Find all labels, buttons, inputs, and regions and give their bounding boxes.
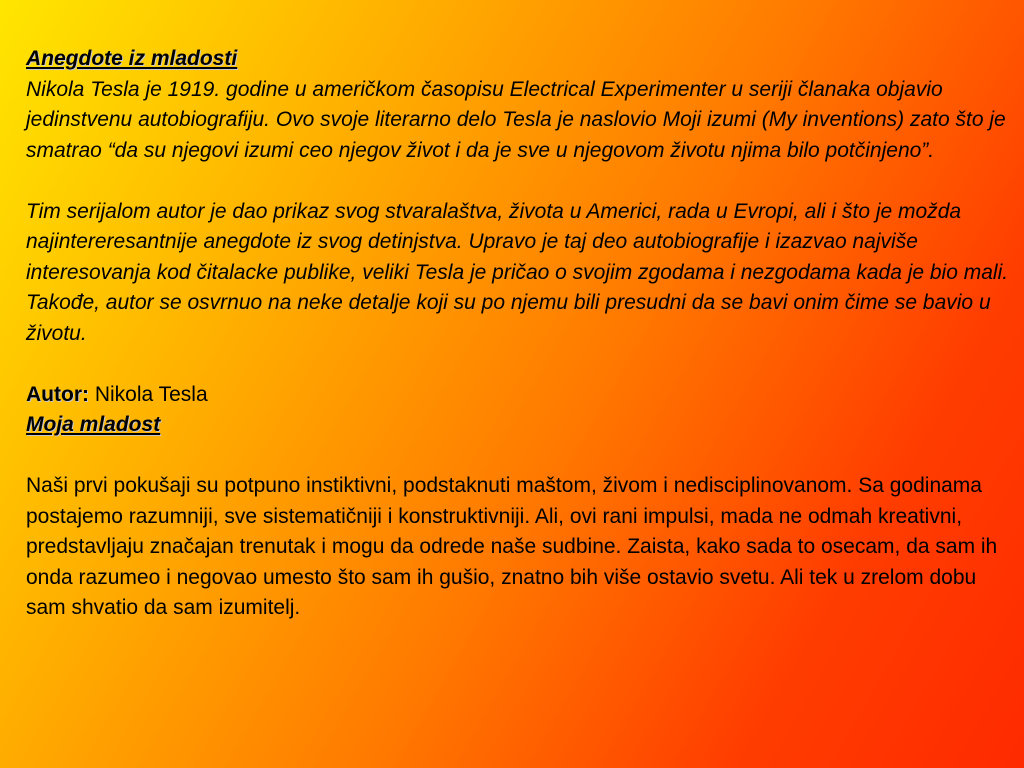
section-title-moja-mladost: Moja mladost — [26, 413, 161, 436]
paragraph-spacer — [26, 166, 1016, 197]
section-title-anegdote: Anegdote iz mladosti — [26, 47, 238, 70]
paragraph-spacer — [26, 349, 1016, 380]
paragraph-spacer — [26, 441, 1016, 472]
author-line — [26, 380, 1016, 411]
excerpt-paragraph: Naši prvi pokušaji su potpuno instiktivni, podstaknuti maštom, živom i nedisciplinovanom. Sa godinama postajemo razumniji, sve sistematičniji i konstruktivniji. Ali, ovi rani impulsi, mada ne odmah kreativni, predstavljaju značajan trenutak i mogu da odrede naše sudbine. Zaista, kako sada to osecam, da sam ih onda razumeo i negovao umesto što sam ih gušio, znatno bih više ostavio svetu. Ali tek u zrelom dobu sam shvatio da sam izumitelj. — [26, 474, 998, 619]
slide-content — [26, 44, 1016, 624]
author-label: Autor: — [26, 382, 89, 406]
series-paragraph: Tim serijalom autor je dao prikaz svog stvaralaštva, života u Americi, rada u Evropi, ali i što je možda najintereresantnije anegdote iz svog detinjstva. Upravo je taj deo autobiografije i izazvao najviše interesovanja kod čitalacke publike, veliki Tesla je pričao o svojim zgodama i nezgodama kada je bio mali. Takođe, autor se osvrnuo na neke detalje koji su po njemu bili presudni da se bavi onim čime se bavio u životu. — [26, 199, 1009, 345]
author-name: Nikola Tesla — [88, 382, 208, 406]
intro-paragraph: Nikola Tesla je 1919. godine u američkom časopisu Electrical Experimenter u seriji članaka objavio jedinstvenu autobiografiju. Ovo svoje literarno delo Tesla je naslovio Moji izumi (My inventions) zato što je smatrao “da su njegovi izumi ceo njegov život i da je sve u njegovom životu njima bilo potčinjeno”. — [26, 77, 1006, 162]
